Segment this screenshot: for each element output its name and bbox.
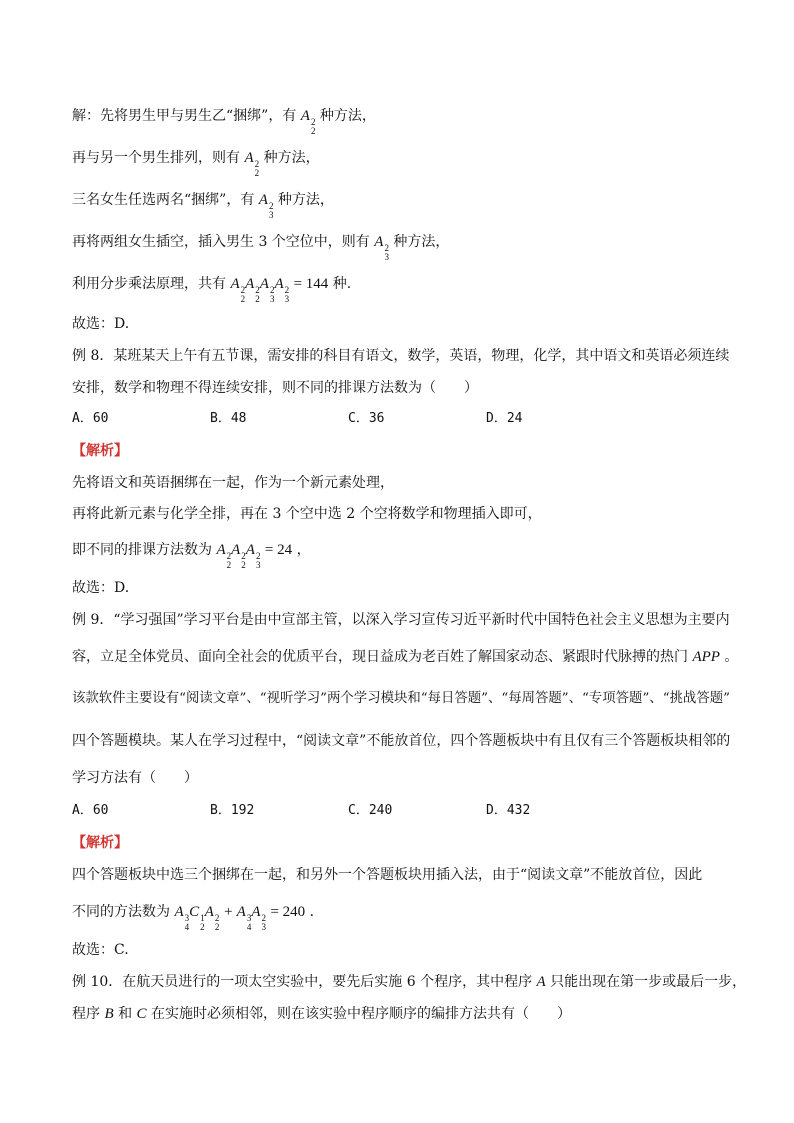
example-8-question-line-2: 安排，数学和物理不得连续安排，则不同的排课方法数为（ ） — [72, 380, 478, 396]
choice-line: 故选：C. — [72, 942, 129, 958]
example-9-question-line-4: 四个答题模块。某人在学习过程中，“阅读文章”不能放首位，四个答题板块中有且仅有三个答题板块相邻的 — [72, 733, 731, 749]
example-9-analysis-line-2: 不同的方法数为 A 3 4 C 1 2 A 2 2 + A 3 4 A 2 3 = 240 ． — [72, 904, 324, 932]
solution-line-4: 再将两组女生插空，插入男生 3 个空位中，则有 A 2 3 种方法， — [72, 234, 450, 262]
example-8-analysis-line-3: 即不同的排课方法数为 A 2 2 A 2 2 A 2 3 = 24 ， — [72, 542, 311, 570]
option-c: C．240 — [348, 803, 393, 818]
solution-line-3: 三名女生任选两名“捆绑”，有 A 2 3 种方法， — [72, 192, 334, 220]
example-10-question-line-1: 例 10．在航天员进行的一项太空实验中，要先后实施 6 个程序，其中程序 A 只能出现在第一步或最后一步， — [72, 974, 747, 990]
example-8-question-line-1: 例 8．某班某天上午有五节课，需安排的科目有语文，数学，英语，物理，化学，其中语文和英语必须连续 — [72, 348, 730, 364]
example-9-question-line-5: 学习方法有（ ） — [72, 770, 198, 786]
formula-product: A 2 2 A 2 2 A 2 3 A 2 3 — [230, 276, 290, 304]
option-a: A．60 — [72, 803, 109, 818]
option-d: D．24 — [486, 411, 523, 426]
option-b: B．192 — [210, 803, 255, 818]
option-b: B．48 — [210, 411, 247, 426]
choice-line: 故选：D. — [72, 580, 130, 596]
option-a: A．60 — [72, 411, 109, 426]
formula-a32: A 2 3 — [258, 192, 274, 220]
option-d: D．432 — [486, 803, 531, 818]
example-9-options — [72, 801, 572, 821]
formula-count: A 3 4 C 1 2 A 2 2 + A 3 4 A 2 3 — [174, 904, 266, 932]
formula-a22: A 2 2 — [244, 150, 260, 178]
formula-a22a22a52: A 2 2 A 2 2 A 2 3 — [216, 542, 261, 570]
example-9-question-line-1: 例 9．“学习强国”学习平台是由中宣部主管，以深入学习宣传习近平新时代中国特色社会主义思想为主要内 — [72, 612, 730, 628]
solution-line-5: 利用分步乘法原理，共有 A 2 2 A 2 2 A 2 3 A 2 3 = 144 种. — [72, 276, 352, 304]
example-9-analysis-line-1: 四个答题板块中选三个捆绑在一起，和另外一个答题板块用插入法，由于“阅读文章”不能放首位，因此 — [72, 867, 703, 883]
example-9-question-line-2: 容，立足全体党员、面向全社会的优质平台，现日益成为老百姓了解国家动态、紧跟时代脉搏的热门 APP 。 — [72, 649, 739, 665]
example-10-question-line-2: 程序 B 和 C 在实施时必须相邻，则在该实验中程序顺序的编排方法共有（ ） — [72, 1006, 571, 1022]
example-9-question-line-3: 该款软件主要设有“阅读文章”、“视听学习”两个学习模块和“每日答题”、“每周答题”、“专项答题”、“挑战答题” — [72, 691, 730, 706]
solution-line-2: 再与另一个男生排列，则有 A 2 2 种方法， — [72, 150, 320, 178]
analysis-heading: 【解析】 — [72, 835, 128, 851]
example-8-analysis-line-1: 先将语文和英语捆绑在一起，作为一个新元素处理， — [72, 475, 394, 491]
option-c: C．36 — [348, 411, 385, 426]
choice-line: 故选：D. — [72, 316, 130, 332]
example-8-analysis-line-2: 再将此新元素与化学全排，再在 3 个空中选 2 个空将数学和物理插入即可， — [72, 506, 542, 522]
solution-line-1: 解：先将男生甲与男生乙“捆绑”，有 A 2 2 种方法， — [72, 108, 376, 136]
analysis-heading: 【解析】 — [72, 443, 128, 459]
formula-a22: A 2 2 — [300, 108, 316, 136]
formula-a32: A 2 3 — [374, 234, 389, 262]
example-8-options — [72, 409, 572, 429]
